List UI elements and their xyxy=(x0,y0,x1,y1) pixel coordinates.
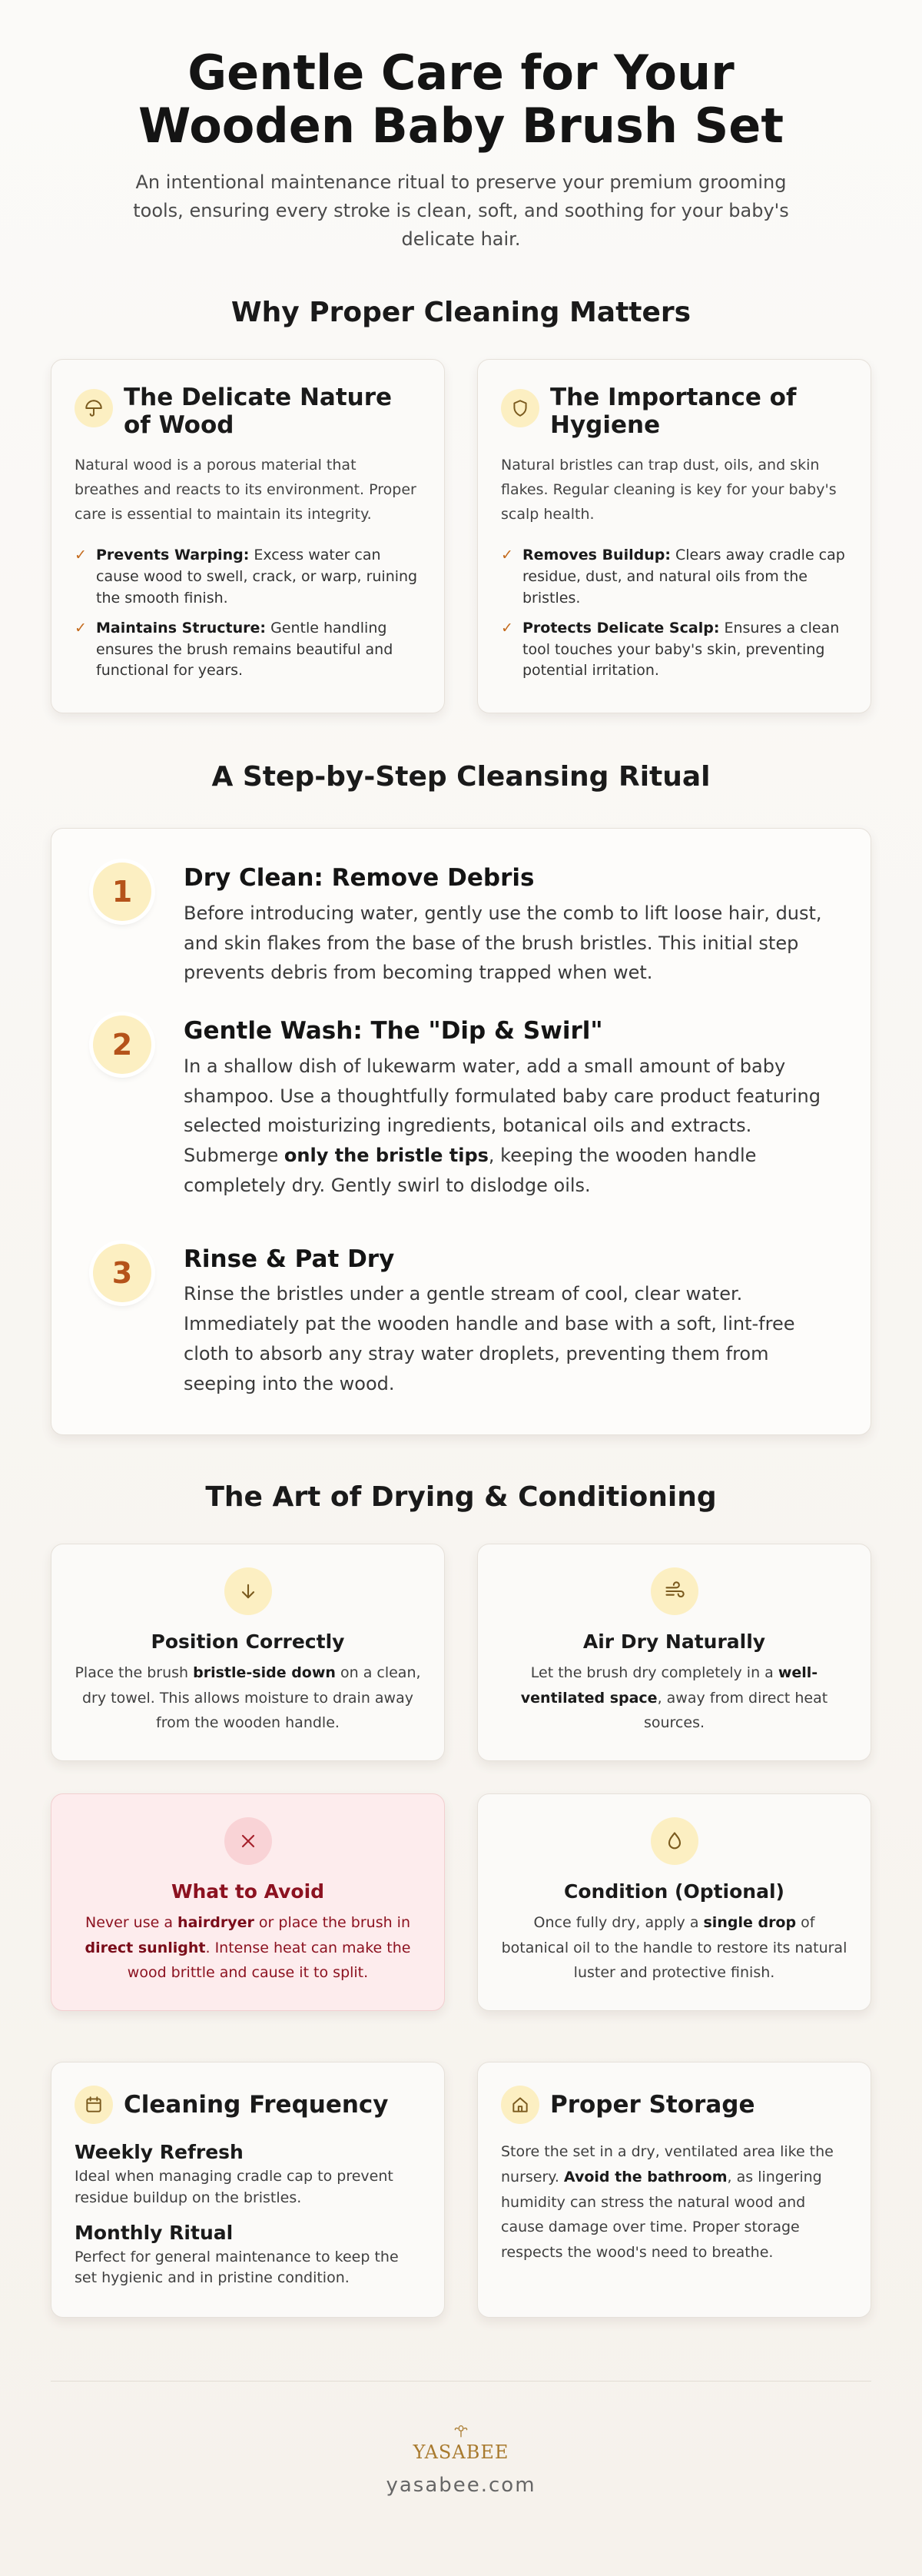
wood-nature-title: The Delicate Nature of Wood xyxy=(124,384,393,440)
air-dry-card xyxy=(477,1544,871,1761)
card-title: Condition (Optional) xyxy=(564,1880,784,1903)
hygiene-benefits-list xyxy=(501,545,847,681)
card-title: What to Avoid xyxy=(171,1880,325,1903)
list-item xyxy=(75,545,421,609)
ritual-section xyxy=(51,761,871,1435)
step-text: Rinse the bristles under a gentle stream of cool, clear water. Immediately pat the wooden handle and base with a soft, lint-free cloth to absorb any stray water droplets, preventing them from seeping into the wood. xyxy=(184,1283,795,1394)
check-icon: ✓ xyxy=(75,620,87,637)
umbrella-icon xyxy=(75,389,113,427)
drying-section xyxy=(51,1481,871,2011)
point-label: Prevents Warping: xyxy=(96,547,250,564)
card-title: Position Correctly xyxy=(151,1630,345,1654)
footer-divider xyxy=(51,2381,871,2382)
home-icon xyxy=(501,2086,539,2124)
monthly-title: Monthly Ritual xyxy=(75,2221,234,2244)
card-text: Let the brush dry completely in a well-ventilated space, away from direct heat sources. xyxy=(520,1664,828,1732)
condition-card xyxy=(477,1793,871,2011)
step-number: 2 xyxy=(93,1015,151,1074)
frequency-title: Cleaning Frequency xyxy=(124,2091,389,2119)
list-item xyxy=(75,618,421,682)
monthly-desc: Perfect for general maintenance to keep the set hygienic and in pristine condition. xyxy=(75,2248,399,2287)
card-text: Place the brush bristle-side down on a clean, dry towel. This allows moisture to drain away from the wooden handle. xyxy=(75,1664,421,1732)
hygiene-card xyxy=(477,359,871,713)
wood-nature-desc: Natural wood is a porous material that breathes and reacts to its environment. Proper care is essential to maintain its integrity. xyxy=(75,456,416,523)
check-icon: ✓ xyxy=(75,547,87,564)
card-text: Once fully dry, apply a single drop of botanical oil to the handle to restore its natural luster and protective finish. xyxy=(501,1914,847,1982)
wind-icon xyxy=(651,1567,698,1615)
list-item xyxy=(501,545,847,609)
step-title: Dry Clean: Remove Debris xyxy=(184,864,535,892)
point-text: Gentle handling ensures the brush remains beautiful and functional for years. xyxy=(96,620,393,680)
position-card xyxy=(51,1544,445,1761)
droplet-icon xyxy=(651,1817,698,1865)
frequency-card xyxy=(51,2062,445,2318)
bee-icon xyxy=(453,2423,469,2440)
calendar-icon xyxy=(75,2086,113,2124)
avoid-card xyxy=(51,1793,445,2011)
x-icon xyxy=(224,1817,272,1865)
point-label: Removes Buildup: xyxy=(522,547,671,564)
arrow-down-icon xyxy=(224,1567,272,1615)
wood-benefits-list xyxy=(75,545,421,681)
weekly-desc: Ideal when managing cradle cap to prevent residue buildup on the bristles. xyxy=(75,2168,393,2206)
steps-card xyxy=(51,828,871,1435)
logo-text: YASABEE xyxy=(413,2441,509,2464)
wood-nature-card xyxy=(51,359,445,713)
point-label: Maintains Structure: xyxy=(96,620,267,637)
brand-logo[interactable] xyxy=(413,2423,509,2463)
card-text: Never use a hairdryer or place the brush in direct sunlight. Intense heat can make the wood brittle and cause it to split. xyxy=(85,1914,411,1982)
point-text: Ensures a clean tool touches your baby's skin, preventing potential irritation. xyxy=(522,620,840,680)
check-icon: ✓ xyxy=(501,620,513,637)
why-section-title: Why Proper Cleaning Matters xyxy=(230,297,692,329)
page-title: Gentle Care for Your Wooden Baby Brush Set xyxy=(138,45,784,155)
storage-desc: Store the set in a dry, ventilated area like the nursery. Avoid the bathroom, as lingering humidity can stress the natural wood and cause damage over time. Proper storage respects the wood's need to breathe. xyxy=(501,2143,834,2262)
list-item xyxy=(501,618,847,682)
shield-icon xyxy=(501,389,539,427)
hygiene-desc: Natural bristles can trap dust, oils, and skin flakes. Regular cleaning is key for your baby's scalp health. xyxy=(501,456,837,523)
step-3 xyxy=(88,1244,834,1399)
page-subtitle: An intentional maintenance ritual to preserve your premium grooming tools, ensuring every stroke is clean, soft, and soothing for your baby's delicate hair. xyxy=(133,171,789,251)
step-2 xyxy=(88,1015,834,1201)
weekly-title: Weekly Refresh xyxy=(75,2141,244,2164)
hero xyxy=(51,0,871,254)
why-section xyxy=(51,297,871,713)
site-link[interactable]: yasabee.com xyxy=(386,2474,536,2498)
step-title: Gentle Wash: The "Dip & Swirl" xyxy=(184,1017,603,1045)
point-text: Excess water can cause wood to swell, crack, or warp, ruining the smooth finish. xyxy=(96,547,418,607)
storage-card xyxy=(477,2062,871,2318)
check-icon: ✓ xyxy=(501,547,513,564)
step-text: In a shallow dish of lukewarm water, add a small amount of baby shampoo. Use a thoughtfully formulated baby care product featuring selected moisturizing ingredients, botanical oils and extracts. Submerge only the bristle tips, keeping the wooden handle completely dry. Gently swirl to dislodge oils. xyxy=(184,1055,821,1197)
care-info-section xyxy=(51,2062,871,2318)
storage-title: Proper Storage xyxy=(550,2091,755,2119)
card-title: Air Dry Naturally xyxy=(582,1630,766,1654)
step-1 xyxy=(88,863,834,988)
hygiene-title: The Importance of Hygiene xyxy=(550,384,797,440)
step-text: Before introducing water, gently use the comb to lift loose hair, dust, and skin flakes from the base of the brush bristles. This initial step prevents debris from becoming trapped when wet. xyxy=(184,902,822,984)
step-title: Rinse & Pat Dry xyxy=(184,1245,395,1274)
drying-section-title: The Art of Drying & Conditioning xyxy=(205,1481,717,1514)
ritual-section-title: A Step-by-Step Cleansing Ritual xyxy=(211,761,711,793)
footer xyxy=(51,2423,871,2497)
point-text: Clears away cradle cap residue, dust, and natural oils from the bristles. xyxy=(522,547,845,607)
step-number: 1 xyxy=(93,863,151,921)
point-label: Protects Delicate Scalp: xyxy=(522,620,720,637)
step-number: 3 xyxy=(93,1244,151,1302)
